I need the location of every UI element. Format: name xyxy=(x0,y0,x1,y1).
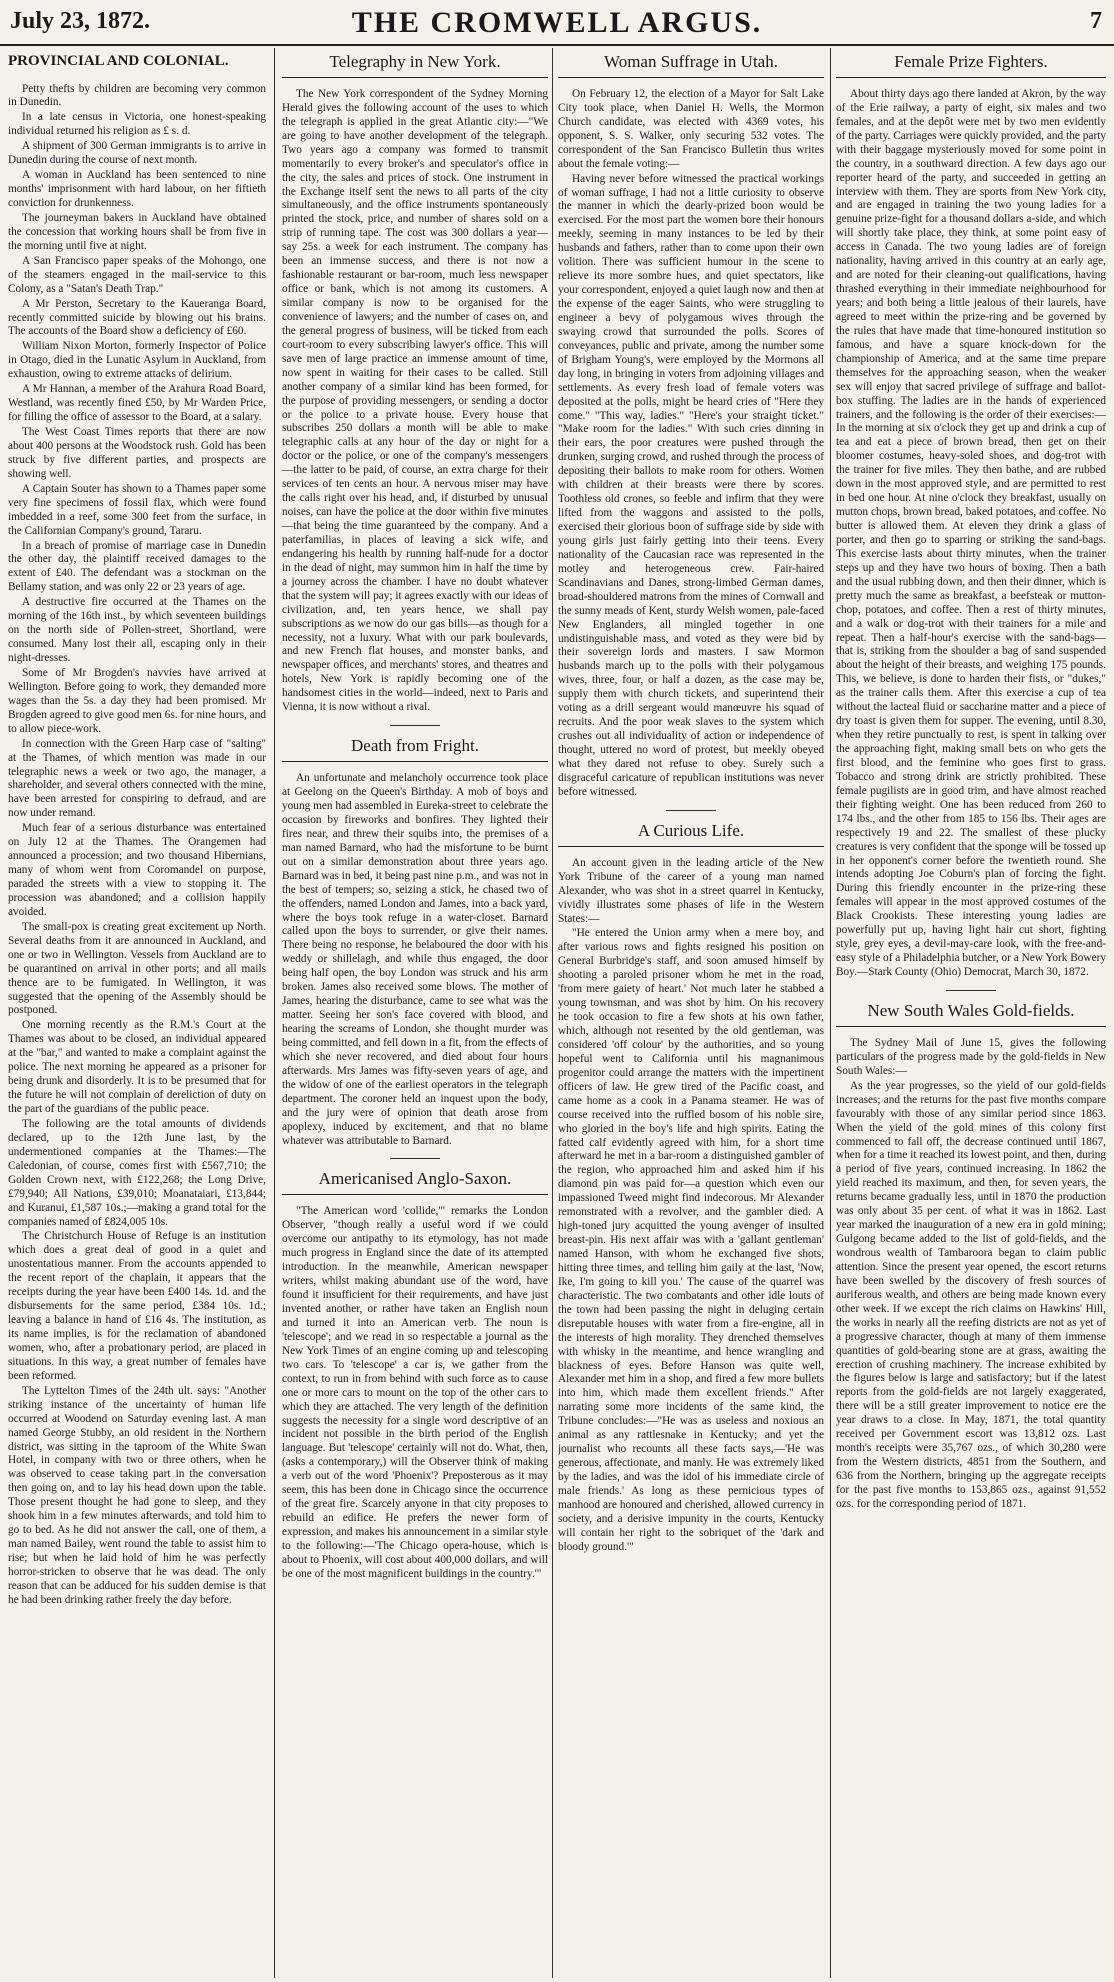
column-four xyxy=(836,50,1106,1978)
article-heading: New South Wales Gold-fields. xyxy=(836,1001,1106,1027)
article-separator xyxy=(390,1158,440,1159)
article-heading: A Curious Life. xyxy=(558,821,824,847)
article-paragraph: About thirty days ago there landed at Akron, by the way of the Erie railway, a party of eight, six males and two females, and at the depôt were met by two men evidently of the party. Carriages were quickly provided, and the party with their baggage mysteriously moved for some point in the country, in a southward direction. A few days ago our reporter heard of the party, and succeeded in getting an interview with them. They are sports from New York city, and are engaged in training the two young ladies for a genuine prize-fight for a thousand dollars a-side, and which will shortly take place, they think, at some point easy of access in Canada. The two young ladies are of foreign nationality, having arrived in this country at an early age, and are noted for their cleaning-out qualifications, having thrashed everything in their immediate neighbourhood for years; and both being a little jealous of their laurels, have agreed to meet within the prize-ring and be governed by the rules that have made that time-honoured institution so famous, and have a square knock-down for the championship of America, and at the same time prepare themselves for the approaching season, when the weaker sex will enjoy that sacred privilege of suffrage and ballot-box stuffing. The ladies are in the hands of experienced trainers, and the following is the order of their exercises:—In the morning at six o'clock they get up and drink a cup of tea and eat a piece of brown bread, then get on their bloomer costumes, heavy-soled shoes, and dog-trot with the trainer for five miles. They then bathe, and are rubbed down in the most approved style, and are permitted to rest in bed one hour. At nine o'clock they breakfast, usually on mutton chops, brown bread, baked potatoes, and coffee. No butter is allowed them. At eleven they drink a glass of porter, and then go to sparring or striking the sand-bags. This exercise lasts about thirty minutes, when the trainer steps up and they have two hours of boxing. Then a bath and the usual rubbing down, and then their dinner, which is pretty much the same as breakfast, a beefsteak or mutton-chop, potatoes, and coffee. Then a rest of thirty minutes, and a walk or dog-trot with their trainers for a mile and repeat. Then a half-hour's exercise with the sand-bags—that is, striking from the shoulder a bag of sand suspended about the height of their breasts, and weighing 175 pounds. This, we believe, is done to harden their fists, or "dukes," as the trainer calls them. After this exercise a cup of tea without the lacteal fluid or saccharine matter and a piece of dry toast is given them for supper. The evening, until 8.30, when they retire punctually to rest, is spent in talking over the approaching fight, making small bets on who gets the first blood, and the feminine who goes first to grass. Tobacco and strong drink are strictly prohibited. These female pugilists are in good trim, and have almost reached their fighting weight. One has been reduced from 260 to 174 lbs., and the other from 185 to 156 lbs. Their ages are respectively 19 and 22. The smallest of these plucky creatures is very confident that the sponge will be tossed up in her opponent's corner before the twentieth round. She intends adopting Joe Coburn's plan of forcing the fight. During this friendly encounter in the prize-ring these females will appear in the most approved costumes of the Black Crookists. These interesting young ladies are powerfully put up, having light hair cut short, fighting style, grey eyes, a devil-may-care look, with the free-and-easy style of a Philadelphia butcher, or a New York Bowery Boy.—Stark County (Ohio) Democrat, March 30, 1872. xyxy=(836,87,1106,979)
news-item: Some of Mr Brogden's navvies have arrived at Wellington. Before going to work, they demanded more wages than the 5s. a day they had been promised. Mr Brogden agreed to give good men 6s. for nine hours, and to allow piece-work. xyxy=(8,666,266,735)
section-heading: PROVINCIAL AND COLONIAL. xyxy=(8,53,229,69)
column-rule xyxy=(274,48,275,1978)
news-item: The journeyman bakers in Auckland have obtained the concession that working hours shall be from five in the morning until five at night. xyxy=(8,211,266,252)
news-item: The Christchurch House of Refuge is an institution which does a great deal of good in a quiet and unostentatious manner. From the accounts appended to the recent report of the chaplain, it appears that the receipts during the year have been £400 14s. 1d. and the disbursements for the same period, £384 10s. 1d.; leaving a balance in hand of £16 4s. The institution, as its name implies, is for the reclamation of abandoned women, who, after a probationary period, are placed in situations. In this way, a great number of females have been reformed. xyxy=(8,1230,266,1382)
column-three xyxy=(558,50,824,1978)
column-two xyxy=(282,50,548,1978)
article-body xyxy=(8,83,266,1608)
article-heading: Woman Suffrage in Utah. xyxy=(558,52,824,78)
news-item: The Lyttelton Times of the 24th ult. says: "Another striking instance of the uncertainty of human life occurred at Woodend on Saturday evening last. A man named George Stubby, an old resident in the Northern district, was sitting in the taproom of the White Swan Hotel, in company with two or three others, when he was observed to cease taking part in the conversation then going on, and to lay his head down upon the table. Those present thought he had gone to sleep, and they shook him in a few minutes afterwards, and told him to go to bed. As he did not answer the call, one of them, a man named Bailey, went round the table to assist him to rise; but when he laid hold of him he was perfectly horror-stricken to observe that he was dead. The only reason that can be adduced for his sudden demise is that he had been drinking rather freely the day before. xyxy=(8,1384,266,1606)
news-item: A Mr Perston, Secretary to the Kauerangа Board, recently committed suicide by blowing out his brains. The accounts of the Board show a deficiency of £60. xyxy=(8,297,266,338)
article-paragraph: As the year progresses, so the yield of our gold-fields increases; and the returns for the past five months compare favourably with those of any similar period since 1863. When the yield of the gold mines of this colony first commenced to fall off, the decrease continued until 1867, when for a time it reached its lowest point, and then, during a period of five years, continued increasing. In 1862 the yield reached its maximum, and then, for seven years, the returns became gradually less, until in 1870 the production was only about 35 per cent. of what it was in 1862. Last year marked the inauguration of a new era in gold mining; Gulgong became added to the list of gold-fields, and the wondrous wealth of Tambaroora began to claim public attention. Since the present year opened, the escort returns have been swelled by the discovery of fresh sources of auriferous wealth, and others are being made known every other week. If we except the rich claims on Hawkins' Hill, the works in nearly all the reefing districts are not as yet of a progressive character, though at many of them immense quantities of gold-bearing stone are at grass, awaiting the erection of crushing machinery. The increase exhibited by the figures below is large and satisfactory; but if the latest reports from the gold-fields are not largely exaggerated, there will be a still greater improvement to notice ere the year draws to a close. In May, 1871, the total quantity received per Government escort was 13,812 ozs. Last month's receipts were 35,767 ozs., of which 30,280 were from the Western districts, 4851 from the Southern, and 636 from the Northern, bringing up the aggregate receipts for the past five months to 153,865 ozs., against 91,552 ozs. for the corresponding period of 1871. xyxy=(836,1079,1106,1510)
article-paragraph: Having never before witnessed the practical workings of woman suffrage, I had not a little curiosity to observe the manner in which the dearly-prized boon would be exercised. For the most part the women bore their honours meekly, seeming in many instances to be led by their husbands and fathers, rather than to come upon their own volition. There was sufficient humour in the scene to relieve its more sombre hues, and quiet spectators, like your correspondent, enjoyed a quiet laugh now and then at the expense of the eager Saints, who were struggling to engineer a bevy of polygamous wives through the swaying crowd that surrounded the polls. Scores of conveyances, public and private, among the number some of Brigham Young's, were employed by the Mormons all day long, in bringing in voters from adjoining villages and settlements. As every fresh load of female voters was deposited at the polls, might be heard cries of "Here they come." "This way, ladies." "Here's your straight ticket." "Make room for the ladies." With such cries dinning in their ears, the poor creatures were pushed through the drunken, surging crowd, and rushed through the process of depositing their ballots to make room for others. Women with children at their breasts were there by scores. Toothless old crones, so feeble and infirm that they were lifted from the waggons and assisted to the polls, exercised their glorious boon of suffrage side by side with young girls just fairly getting into their teens. Every nationality of the Caucasian race was represented in the motley and heterogeneous crew. Fair-haired Scandinavians and Danes, strong-limbed German dames, broad-shouldered matrons from the mines of Cornwall and the sunny meads of Kent, sturdy Welsh women, pale-faced New Englanders, all mingled together in one undistinguishable mass, and voted as they were bid by their sovereign lords and masters. I saw Mormon husbands march up to the polls with their polygamous wives, three, four, or half a dozen, as the case may be, supply them with church tickets, and superintend their voting as a drill sergeant would manœuvre his squad of recruits. And the poor weak slaves to the system which crushes out all individuality of action or independence of thought, uttered no word of protest, but meekly obeyed what they dared not refuse to obey. Surely such a disgraceful caricature of republican institutions was never before witnessed. xyxy=(558,172,824,798)
article-heading: Americanised Anglo-Saxon. xyxy=(282,1169,548,1195)
column-provincial xyxy=(8,50,266,1978)
news-item: One morning recently as the R.M.'s Court at the Thames was about to be closed, an individual appeared at the "bar," and wanted to make a complaint against the police. The next morning he appeared as a prisoner for being drunk and disorderly. It is to be presumed that for the future he will not complain of dereliction of duty on the part of the guardians of the public peace. xyxy=(8,1019,266,1116)
news-item: A woman in Auckland has been sentenced to nine months' imprisonment with hard labour, on her fiftieth conviction for drunkenness. xyxy=(8,169,266,210)
article-separator xyxy=(666,810,716,811)
article-paragraph: The Sydney Mail of June 15, gives the following particulars of the progress made by the gold-fields in New South Wales:— xyxy=(836,1036,1106,1077)
article-paragraph: On February 12, the election of a Mayor for Salt Lake City took place, when Daniel H. Wells, the Mormon Church candidate, was elected with 4369 votes, his opponent, S. S. Walker, only securing 532 votes. The correspondent of the San Francisco Bulletin thus writes about the female voting:— xyxy=(558,87,824,170)
news-item: In connection with the Green Harp case of "salting" at the Thames, of which mention was made in our telegraphic news a week or two ago, the manager, a shareholder, and several others connected with the mine, have been arrested for conspiring to defraud, and are now under remand. xyxy=(8,737,266,820)
article-separator xyxy=(390,725,440,726)
article-paragraph: An unfortunate and melancholy occurrence took place at Geelong on the Queen's Birthday. A mob of boys and young men had assembled in Eureka-street to celebrate the occasion by fireworks and bonfires. They lighted their fires near, and threw their squibs into, the premises of a man named Barnard, who had the misfortune to be burnt out on a similar demonstration about three years ago. Barnard was in bed, it being past nine p.m., and was not in the best of tempers; so, seizing a stick, he chased two of the offenders, named London and James, into a back yard, where the boys took refuge in a water-closet. Barnard called upon the boys to surrender, or give their names. There being no response, he belaboured the door with his weddy or shillelagh, and while thus engaged, the door being half open, the boy London was struck and his arm broken. James also received some blows. The mother of James, hearing the disturbance, came to see what was the matter. Seeing her son's face covered with blood, and hearing the screams of London, she thought murder was being committed, and fell down in a fit, from the effects of which she never recovered, and died about four hours afterwards. Mrs James was fifty-seven years of age, and the widow of one of the earliest operators in the telegraph department. The coroner held an inquest upon the body, and the jury were of opinion that death arose from apoplexy, induced by excitement, and that no blame whatever was attributable to Barnard. xyxy=(282,772,548,1147)
column-rule xyxy=(830,48,831,1978)
column-rule xyxy=(552,48,553,1978)
news-item: A shipment of 300 German immigrants is to arrive in Dunedin during the course of next month. xyxy=(8,140,266,167)
news-item: A destructive fire occurred at the Thames on the morning of the 16th inst., by which seventeen buildings on the north side of Pollen-street, Shortland, were consumed. Many lost their all, escaping only in their night-dresses. xyxy=(8,596,266,665)
news-item: The following are the total amounts of dividends declared, up to the 12th June last, by the undermentioned companies at the Thames:—The Caledonian, of course, comes first with £567,710; the Golden Crown next, with £122,268; the Long Drive, £79,940; All Nations, £39,010; Moanataiari, £13,844; and Kuranui, £1,587 10s.;—making a grand total for the companies named of £824,005 10s. xyxy=(8,1117,266,1228)
article-paragraph: "He entered the Union army when a mere boy, and after various rows and fights resigned his position on General Burbridge's staff, and soon amused himself by shooting a paroled prisoner whom he met in the road, 'from mere gaiety of heart.' Not much later he stabbed a young townsman, and was shot by him. On his recovery he took occasion to fire a few shots at his own father, which, although not resented by the old gentleman, was considered 'off colour' by the authorities, and so young hopeful went to California until his magnanimous progenitor could arrange the matters with the impertinent officers of law. He grew tired of the Pacific coast, and came home as a cook in a Panama steamer. He was of course received into the ruffled bosom of his noble sire, who gloried in the boy's life and high spirits. Eating the fatted calf evidently agreed with him, for a short time afterward he met in a bar-room a distinguished gambler of the region, who approached him and asked him if his diamond pin was paid for—a question which even our impassioned Tweed might find indecorous. Mr Alexander remonstrated with a revolver, and the gambler died. A high-toned jury acquitted the young avenger of insulted breast-pin. His next affair was with a 'gallant gentleman' named Hanson, with whom he exchanged five shots, hitting three times, and telling him gaily at the last, 'Now, Ike, I'm going to kill you.' The cause of the quarrel was characteristic. The two combatants and other idle louts of the town had been passing the night in deluging certain disreputable houses with water from a fire-engine, all in the interests of high morality. They drenched themselves with whisky in the meantime, and hence wrangling and blackness of eyes. Before Hanson was quite well, Alexander met him in a shop, and fired a few more bullets into him, which made them excellent friends." After narrating some more incidents of the same kind, the Tribune concludes:—"He was as useless and noxious an animal as any rattlesnake in Kentucky; and yet the journalist who recounts all these facts says,—'He was generous, affectionate, and manly. He was extremely liked by the ladies, and was the idol of his immediate circle of male friends.' As long as these pernicious types of manhood are honoured and cherished, allowed currency in society, and a derisive impunity in the courts, Kentucky will contain her right to the sobriquet of the 'dark and bloody ground.'" xyxy=(558,927,824,1553)
article-heading: Death from Fright. xyxy=(282,736,548,762)
newspaper-title: THE CROMWELL ARGUS. xyxy=(351,6,763,39)
article-paragraph: "The American word 'collide,'" remarks the London Observer, "though really a useful word if we could overcome our antipathy to its etymology, has not made much progress in England since the date of its attempted introduction. In the meanwhile, American newspaper writers, whilst making abundant use of the word, have found it insufficient for their requirements, and have just invented another, or rather have taken an English noun and turned it into an American verb. The noun is 'telescope'; and we read in so respectable a journal as the New York Times of an engine coming up and telescoping two cars. To 'telescope' a car is, we gather from the context, to run in from behind with such force as to cause one or more cars to mount on the top of the other cars to which they are attached. The very length of the definition suggests the necessity for a single word descriptive of an incident not possible in the birth period of the English language. But 'telescope' certainly will not do. What, then, (asks a contemporary,) will the Observer think of making a verb out of the word 'Phoenix'? Preposterous as it may seem, this has been done in Chicago since the occurrence of the great fire. Scarcely anyone in that city proposes to rebuild an edifice. He prefers the newer form of expression, and makes his announcement in a similar style to the following:—'The Chicago opera-house, which is about to Phoenix, will cost about 400,000 dollars, and will be one of the most magnificent buildings in the country.'" xyxy=(282,1205,548,1580)
article-separator xyxy=(946,990,996,991)
news-item: Much fear of a serious disturbance was entertained on July 12 at the Thames. The Orangemen had announced a procession; and two thousand Hibernians, many of whom went from Coromandel on purpose, paraded the streets with a view to stopping it. The procession was abandoned; and a collision happily avoided. xyxy=(8,822,266,918)
news-item: William Nixon Morton, formerly Inspector of Police in Otago, died in the Lunatic Asylum in Auckland, from exhaustion, owing to extreme attacks of delirium. xyxy=(8,340,266,381)
article-heading: Telegraphy in New York. xyxy=(282,52,548,78)
issue-date: July 23, 1872. xyxy=(10,8,151,34)
page-number: 7 xyxy=(1090,8,1102,34)
news-item: Petty thefts by children are becoming very common in Dunedin. xyxy=(8,82,266,109)
article-paragraph: An account given in the leading article of the New York Tribune of the career of a young man named Alexander, who was shot in a street quarrel in Kentucky, vividly illustrates some phases of life in the Western States:— xyxy=(558,856,824,925)
news-item: The West Coast Times reports that there are now about 400 persons at the Woodstock rush. Gold has been struck by five different parties, and prospects are showing well. xyxy=(8,426,266,480)
news-item: A San Francisco paper speaks of the Mohongo, one of the steamers engaged in the mail-service to this Colony, as a "Satan's Death Trap." xyxy=(8,254,266,295)
news-item: In a late census in Victoria, one honest-speaking individual returned his religion as £ s. d. xyxy=(8,111,266,138)
news-item: The small-pox is creating great excitement up North. Several deaths from it are announced in Auckland, and one or two in Wellington. Vessels from Auckland are to be quarantined on arrival in other ports; and all mails thence are to be fumigated. In Wellington, it was suggested that the opening of the Assembly should be postponed. xyxy=(8,920,266,1017)
news-item: A Mr Hannan, a member of the Arahura Road Board, Westland, was recently fined £50, by Mr Warden Price, for filling the office of assessor to the Board, at a salary. xyxy=(8,383,266,424)
article-paragraph: The New York correspondent of the Sydney Morning Herald gives the following account of the uses to which the telegraph is applied in the great Atlantic city:—"We are going to have another development of the telegraph. Two years ago a company was formed to transmit momentarily to every broker's and speculator's office in the city, the sales and prices of stock. One instrument in the Exchange itself sent the news to all parts of the city simultaneously, and the office instruments spontaneously printed the stock, price, and number of shares sold on a strip of running tape. The cost was 300 dollars a year—say 25s. a week for each instrument. The company has been an immense success, and there is not now a fashionable restaurant or bar-room, much less newspaper office or bank, which is not among its customers. A similar company is now to be organised for the convenience of lawyers; and the number of cases on, and the general progress of business, will be ticked from each court-room to every subscribing lawyer's office. This will save men of large practice an immense amount of time, now spent in waiting for their cases to be called. Still another company of a similar kind has been formed, for the purpose of providing messengers, or sending a doctor or the police to a private house. Every house that subscribes 250 dollars a month will be able to make telegraphic calls at any hour of the day or night for a doctor or the police, or one of the company's messengers—the latter to be paid, of course, an extra charge for their services of ten cents an hour. A nervous miser may have the calls right over his head, and, if disturbed by unusual noises, can have the police at the door within five minutes—that being the time guaranteed by the company. And a paterfamilias, in places of leaving a sick wife, and endangering his health by running half-nude for a doctor in the dead of night, may summon him in half the time by a journey across the chamber. I have no doubt whatever that the system will pay; it agrees exactly with our ideas of civilization, and, ten years hence, we shall pay subscriptions as we now do our gas bills—as though for a necessity, not a luxury. What with our park boulevards, and new French flat houses, and monster banks, and newspaper offices, and merchants' stores, and theatres and hotels, New York is rapidly becoming one of the handsomest cities in the world—indeed, next to Paris and Vienna, it is now without a rival. xyxy=(282,87,548,714)
news-item: A Captain Souter has shown to a Thames paper some very fine specimens of fossil flax, which were found imbedded in a reef, some 300 feet from the surface, in the Californian Company's ground, Tararu. xyxy=(8,482,266,537)
article-heading: Female Prize Fighters. xyxy=(836,52,1106,78)
news-item: In a breach of promise of marriage case in Dunedin the other day, the plaintiff received damages to the extent of £40. The defendant was a stockman on the Bellamy station, and was only 22 or 23 years of age. xyxy=(8,539,266,594)
masthead xyxy=(0,0,1114,46)
